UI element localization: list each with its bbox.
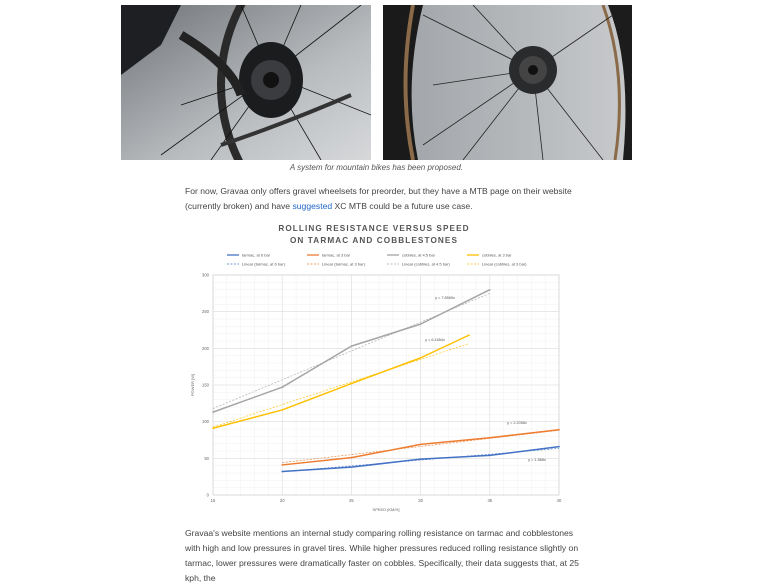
series-point xyxy=(489,289,491,291)
article-paragraph-1 xyxy=(185,184,585,214)
trendline-equation-label: y = 2.2058x xyxy=(507,421,527,425)
series-point xyxy=(489,455,491,457)
legend-label: cobbles, at 4.5 bar xyxy=(402,252,435,258)
series-point xyxy=(281,409,283,411)
series-point xyxy=(281,464,283,466)
legend-label: cobbles, at 3 bar xyxy=(482,252,512,258)
series-point xyxy=(420,357,422,359)
photo-bike-rear-wheel-left xyxy=(121,5,371,160)
y-axis-label: POWER [W] xyxy=(190,373,195,397)
photo-caption: A system for mountain bikes has been proposed. xyxy=(289,163,464,172)
trendline-equation-label: y = 6.1654x xyxy=(425,338,445,342)
series-point xyxy=(489,437,491,439)
series-point xyxy=(420,323,422,325)
series-point xyxy=(558,446,560,448)
x-tick-label: 25 xyxy=(349,498,354,503)
x-tick-label: 15 xyxy=(210,498,216,503)
chart-title-line-2: ON TARMAC AND COBBLESTONES xyxy=(289,236,459,245)
y-tick-label: 150 xyxy=(202,382,209,388)
trendline-equation-label: y = 7.8569x xyxy=(435,296,455,300)
y-tick-label: 0 xyxy=(206,492,209,498)
series-point xyxy=(212,411,214,413)
x-tick-label: 35 xyxy=(487,498,493,503)
series-point xyxy=(281,386,283,388)
x-tick-label: 40 xyxy=(556,498,562,503)
y-tick-label: 50 xyxy=(204,455,209,461)
series-point xyxy=(420,458,422,460)
chart-title-line-1: ROLLING RESISTANCE VERSUS SPEED xyxy=(278,224,470,233)
series-point xyxy=(468,334,470,336)
para1-text-after: XC MTB could be a future use case. xyxy=(332,201,473,211)
legend-label: tarmac, at 6 bar xyxy=(242,252,271,258)
para1-text-before: For now, Gravaa only offers gravel wheelsets for preorder, but they have a MTB page on their website (currently broken) and have xyxy=(185,186,572,211)
trendline xyxy=(213,344,469,428)
legend-label-trend: Linear (cobbles, at 4.5 bar) xyxy=(402,261,450,267)
suggested-link[interactable]: suggested xyxy=(292,201,333,211)
article-paragraph-2: Gravaa's website mentions an internal study comparing rolling resistance on tarmac and cobblestones with high and low pressures in gravel tires. While higher pressures reduced rolling resistance slightly on tarmac, lower pressures were dramatically faster on cobbles. Specifically, their data suggests that, at 25 kph, the xyxy=(185,528,579,583)
y-tick-label: 200 xyxy=(202,345,209,351)
x-tick-label: 20 xyxy=(279,498,285,503)
y-tick-label: 300 xyxy=(202,272,209,278)
y-tick-label: 100 xyxy=(202,419,209,425)
series-point xyxy=(212,427,214,429)
x-tick-label: 30 xyxy=(418,498,423,503)
series-point xyxy=(351,383,353,385)
series-point xyxy=(558,429,560,431)
y-tick-label: 250 xyxy=(202,309,209,315)
series-point xyxy=(351,345,353,347)
trendline-equation-label: y = 1.588x xyxy=(528,458,546,462)
x-axis-label: SPEED [KM/H] xyxy=(372,507,400,512)
legend-label-trend: Linear (cobbles, at 3 bar) xyxy=(482,261,527,267)
series-point xyxy=(281,471,283,473)
legend-label-trend: Linear (tarmac, at 3 bar) xyxy=(322,261,365,267)
photo-bike-rear-wheel-right xyxy=(383,5,632,160)
legend-label-trend: Linear (tarmac, at 6 bar) xyxy=(242,261,285,267)
series-point xyxy=(420,444,422,446)
series-point xyxy=(351,457,353,459)
rolling-resistance-chart xyxy=(185,248,565,516)
series-point xyxy=(351,466,353,468)
legend-label: tarmac, at 3 bar xyxy=(322,252,351,258)
